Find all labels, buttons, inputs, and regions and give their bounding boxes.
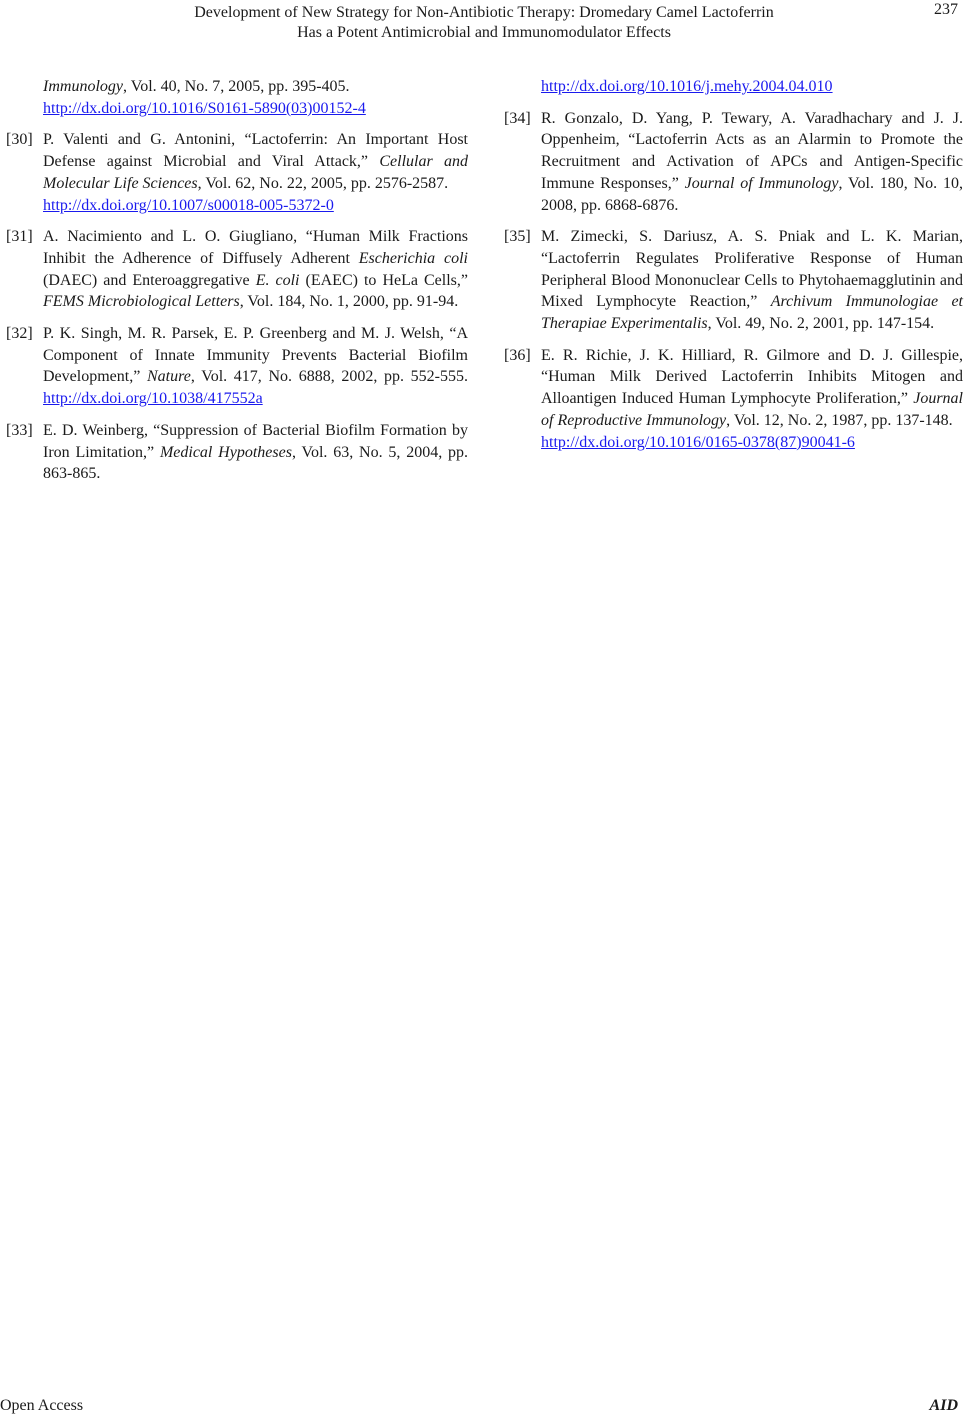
- journal-name: FEMS Microbiological Letters: [43, 293, 240, 311]
- journal-name: Cellular and Molecular Life Sciences: [43, 153, 468, 192]
- reference-number: [36]: [504, 346, 531, 364]
- reference-text: E. D. Weinberg, “Suppression of Bacterial Biofilm Formation by Iron Limitation,”: [43, 421, 468, 461]
- reference-text: (EAEC) to HeLa Cells,”: [299, 271, 468, 289]
- doi-link[interactable]: http://dx.doi.org/10.1016/S0161-5890(03)00152-4: [43, 99, 366, 117]
- reference-text: R. Gonzalo, D. Yang, P. Tewary, A. Varadhachary and J. J. Oppenheim, “Lactoferrin Acts as an Alarmin to Promote the Recruitment and Activation of APCs and Antigen-Specific Immune Responses,”: [541, 109, 963, 192]
- page-number: 237: [934, 1, 958, 18]
- journal-name: Nature: [146, 368, 191, 386]
- reference-continuation: [6, 76, 468, 119]
- journal-name: Archivum Immunologiae et Therapiae Experimentalis: [541, 293, 963, 333]
- reference-body: [541, 226, 963, 335]
- reference-details: , Vol. 63, No. 5, 2004, pp. 863-865.: [43, 443, 469, 483]
- running-header: [0, 3, 968, 43]
- reference-details: , Vol. 62, No. 22, 2005, pp. 2576-2587.: [197, 174, 449, 192]
- reference-text: E. R. Richie, J. K. Hilliard, R. Gilmore and D. J. Gillespie, “Human Milk Derived Lactoferrin Inhibits Mitogen and Alloantigen Induced Human Lymphocyte Proliferation,”: [541, 346, 963, 408]
- reference-body: [43, 129, 468, 216]
- reference-text: P. K. Singh, M. R. Parsek, E. P. Greenberg and M. J. Welsh, “A Component of Innate Immunity Prevents Bacterial Biofilm Development,”: [43, 325, 468, 386]
- doi-link[interactable]: http://dx.doi.org/10.1016/0165-0378(87)90041-6: [541, 433, 855, 451]
- doi-link[interactable]: http://dx.doi.org/10.1038/417552a: [43, 390, 263, 408]
- reference-number: [32]: [6, 325, 33, 343]
- reference-number: [30]: [6, 131, 33, 149]
- doi-link[interactable]: http://dx.doi.org/10.1016/j.mehy.2004.04.010: [541, 78, 833, 95]
- reference-body: [541, 345, 963, 454]
- reference-35: [504, 226, 963, 335]
- reference-text: A. Nacimiento and L. O. Giugliano, “Human Milk Fractions Inhibit the Adherence of Diffusely Adherent: [43, 228, 468, 267]
- reference-body: [43, 420, 468, 485]
- open-access-label: Open Access: [0, 1397, 84, 1414]
- doi-link[interactable]: http://dx.doi.org/10.1007/s00018-005-5372-0: [43, 196, 334, 214]
- running-header-line-1: Development of New Strategy for Non-Antibiotic Therapy: Dromedary Camel Lactoferrin: [194, 4, 774, 21]
- reference-number: [33]: [6, 421, 33, 439]
- reference-34: [504, 108, 963, 217]
- reference-details: , Vol. 12, No. 2, 1987, pp. 137-148.: [726, 411, 953, 429]
- journal-name: Immunology: [43, 78, 123, 95]
- reference-details: , Vol. 184, No. 1, 2000, pp. 91-94.: [239, 293, 459, 311]
- right-column: [504, 76, 963, 463]
- reference-30: [6, 129, 468, 216]
- reference-text: (DAEC) and Enteroaggregative: [43, 271, 256, 289]
- reference-number: [31]: [6, 228, 33, 246]
- reference-text: M. Zimecki, S. Dariusz, A. S. Pniak and L. K. Marian, “Lactoferrin Regulates Proliferative Response of Human Peripheral Blood Mononuclear Cells to Phytohaemagglutinin and Mixed Lymphocyte Reaction,”: [541, 228, 963, 311]
- reference-details: , Vol. 180, No. 10, 2008, pp. 6868-6876.: [541, 174, 964, 214]
- species-name: Escherichia coli: [358, 249, 468, 267]
- reference-body: [43, 226, 468, 313]
- reference-31: [6, 226, 468, 313]
- reference-continuation: [504, 76, 963, 98]
- species-name: E. coli: [255, 271, 300, 289]
- reference-details: , Vol. 417, No. 6888, 2002, pp. 552-555.: [190, 368, 469, 386]
- reference-details: , Vol. 49, No. 2, 2001, pp. 147-154.: [707, 315, 935, 333]
- reference-body: [43, 323, 468, 410]
- running-header-line-2: Has a Potent Antimicrobial and Immunomodulator Effects: [297, 24, 671, 41]
- journal-abbreviation: AID: [929, 1397, 958, 1414]
- journal-name: Medical Hypotheses: [159, 443, 292, 461]
- reference-body: [541, 108, 963, 217]
- reference-number: [35]: [504, 228, 531, 246]
- reference-36: [504, 345, 963, 454]
- reference-32: [6, 323, 468, 410]
- journal-name: Journal of Immunology: [684, 174, 839, 192]
- reference-text: P. Valenti and G. Antonini, “Lactoferrin: An Important Host Defense against Microbial and Viral Attack,”: [43, 131, 468, 171]
- reference-number: [34]: [504, 109, 531, 127]
- reference-details: , Vol. 40, No. 7, 2005, pp. 395-405.: [122, 78, 350, 95]
- reference-body: [43, 76, 468, 119]
- journal-name: Journal of Reproductive Immunology: [541, 390, 963, 429]
- left-column: [6, 76, 468, 495]
- reference-body: [541, 76, 963, 98]
- reference-33: [6, 420, 468, 485]
